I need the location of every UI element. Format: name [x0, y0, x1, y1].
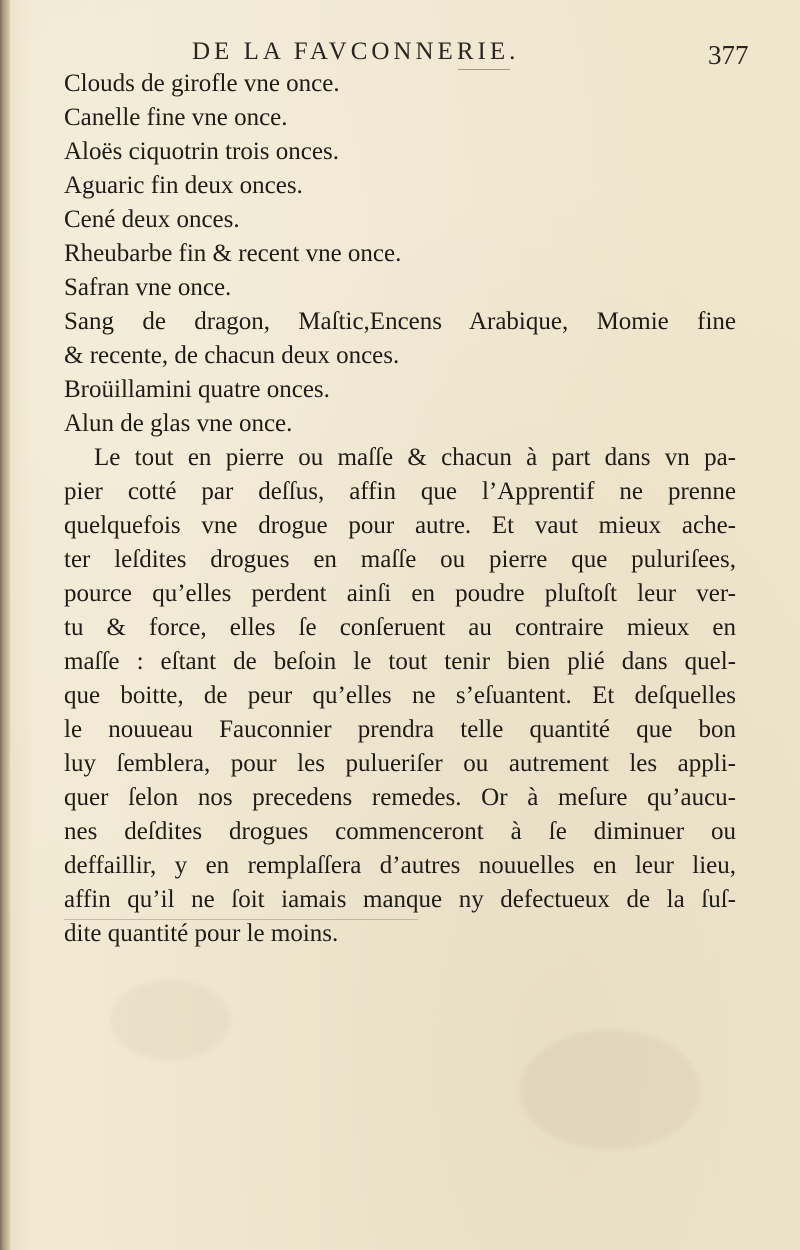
text-line: Rheubarbe fin & recent vne once.: [64, 240, 402, 267]
text-line: que boitte, de peur qu’elles ne s’eſuantent. Et deſquelles: [64, 682, 736, 709]
text-line: Aloës ciquotrin trois onces.: [64, 138, 339, 165]
text-line: maſſe : eſtant de beſoin le tout tenir bien plié dans quel-: [64, 648, 736, 675]
text-line: pource qu’elles perdent ainſi en poudre pluſtoſt leur ver-: [64, 580, 736, 607]
header-rule: [458, 69, 510, 70]
text-line: Aguaric fin deux onces.: [64, 172, 303, 199]
text-line: Safran vne once.: [64, 274, 232, 301]
text-line: Canelle fine vne once.: [64, 104, 288, 131]
binding-gutter: [0, 0, 10, 1250]
text-line: & recente, de chacun deux onces.: [64, 342, 400, 369]
text-line: Cené deux onces.: [64, 206, 240, 233]
text-line: quer ſelon nos precedens remedes. Or à meſure qu’aucu-: [64, 784, 736, 811]
text-line: affin qu’il ne ſoit iamais manque ny defectueux de la ſuſ-: [64, 886, 736, 913]
running-title: DE LA FAVCONNERIE.: [192, 38, 520, 65]
text-line: pier cotté par deſſus, affin que l’Apprentif ne prenne: [64, 478, 736, 505]
text-line: tu & force, elles ſe conſeruent au contraire mieux en: [64, 614, 736, 641]
text-line: dite quantité pour le moins.: [64, 920, 339, 947]
text-line: le nouueau Fauconnier prendra telle quantité que bon: [64, 716, 736, 743]
text-line: Alun de glas vne once.: [64, 410, 293, 437]
text-line: Clouds de girofle vne once.: [64, 70, 340, 97]
paper-stain: [110, 980, 230, 1060]
page-number: 377: [708, 40, 749, 70]
text-line: deffaillir, y en remplaſſera d’autres nouuelles en leur lieu,: [64, 852, 736, 879]
text-line: luy ſemblera, pour les pulueriſer ou autrement les appli-: [64, 750, 736, 777]
paper-stain: [520, 1030, 700, 1150]
text-line: ter leſdites drogues en maſſe ou pierre que puluriſees,: [64, 546, 736, 573]
text-line: Le tout en pierre ou maſſe & chacun à part dans vn pa-: [94, 444, 736, 471]
text-line: Broüillamini quatre onces.: [64, 376, 330, 403]
bottom-rule: [64, 919, 418, 920]
text-line: Sang de dragon, Maſtic,Encens Arabique, Momie fine: [64, 308, 736, 335]
text-line: nes deſdites drogues commenceront à ſe diminuer ou: [64, 818, 736, 845]
text-line: quelquefois vne drogue pour autre. Et vaut mieux ache-: [64, 512, 736, 539]
